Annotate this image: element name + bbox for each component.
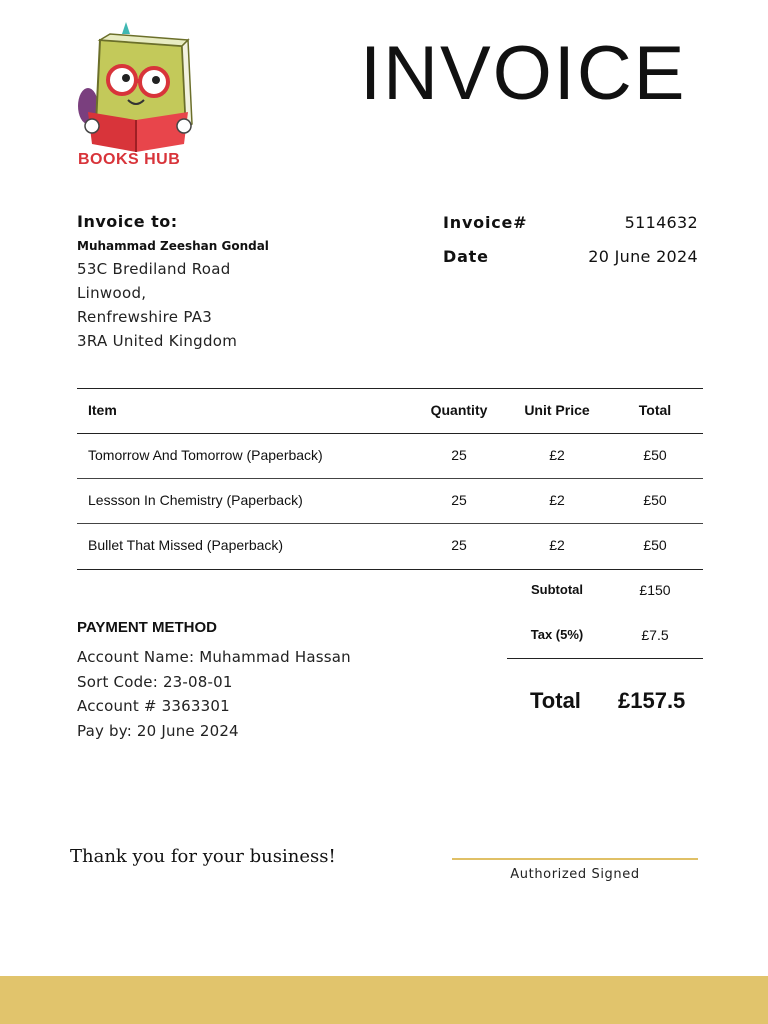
invoice-date-label: Date — [443, 247, 489, 266]
row-quantity: 25 — [451, 447, 467, 463]
bill-to-heading: Invoice to: — [77, 212, 178, 231]
row-unit-price: £2 — [549, 447, 565, 463]
address-line: Linwood, — [77, 284, 147, 302]
column-header-unit-price: Unit Price — [524, 402, 590, 418]
row-unit-price: £2 — [549, 537, 565, 553]
row-item-name: Bullet That Missed (Paperback) — [88, 537, 284, 553]
grand-total-value: £157.5 — [618, 688, 686, 713]
grand-total-label: Total — [530, 688, 581, 713]
row-item-name: Lessson In Chemistry (Paperback) — [88, 492, 303, 508]
tax-label: Tax (5%) — [530, 627, 584, 642]
customer-name: Muhammad Zeeshan Gondal — [77, 239, 269, 253]
signature-label: Authorized Signed — [510, 867, 640, 882]
summary-divider — [507, 658, 703, 659]
row-total: £50 — [643, 537, 667, 553]
row-unit-price: £2 — [549, 492, 565, 508]
payment-due-date: Pay by: 20 June 2024 — [77, 722, 239, 740]
column-header-total: Total — [638, 402, 672, 418]
subtotal-label: Subtotal — [531, 582, 583, 597]
payment-account-name: Account Name: Muhammad Hassan — [77, 648, 351, 666]
payment-method-heading: PAYMENT METHOD — [77, 619, 218, 636]
column-header-item: Item — [88, 402, 117, 418]
signature-line — [452, 858, 698, 860]
books-hub-logo — [70, 20, 200, 170]
brand-name: BOOKS HUB — [78, 151, 181, 168]
thank-you-message: Thank you for your business! — [70, 846, 336, 867]
row-total: £50 — [643, 447, 667, 463]
subtotal-value: £150 — [639, 582, 671, 598]
address-line: 53C Brediland Road — [77, 260, 231, 278]
invoice-number: 5114632 — [624, 213, 698, 232]
row-quantity: 25 — [451, 492, 467, 508]
invoice-number-label: Invoice# — [443, 213, 528, 232]
invoice-title: INVOICE — [360, 31, 687, 116]
payment-account-number: Account # 3363301 — [77, 697, 230, 715]
row-quantity: 25 — [451, 537, 467, 553]
row-item-name: Tomorrow And Tomorrow (Paperback) — [88, 447, 323, 463]
address-line: Renfrewshire PA3 — [77, 308, 213, 326]
payment-sort-code: Sort Code: 23-08-01 — [77, 673, 233, 691]
tax-value: £7.5 — [641, 627, 669, 643]
footer-accent-bar — [0, 976, 768, 1024]
invoice-date: 20 June 2024 — [588, 247, 698, 266]
column-header-quantity: Quantity — [430, 402, 488, 418]
address-line: 3RA United Kingdom — [77, 332, 238, 350]
row-total: £50 — [643, 492, 667, 508]
reading-book-mascot-icon — [70, 20, 200, 160]
